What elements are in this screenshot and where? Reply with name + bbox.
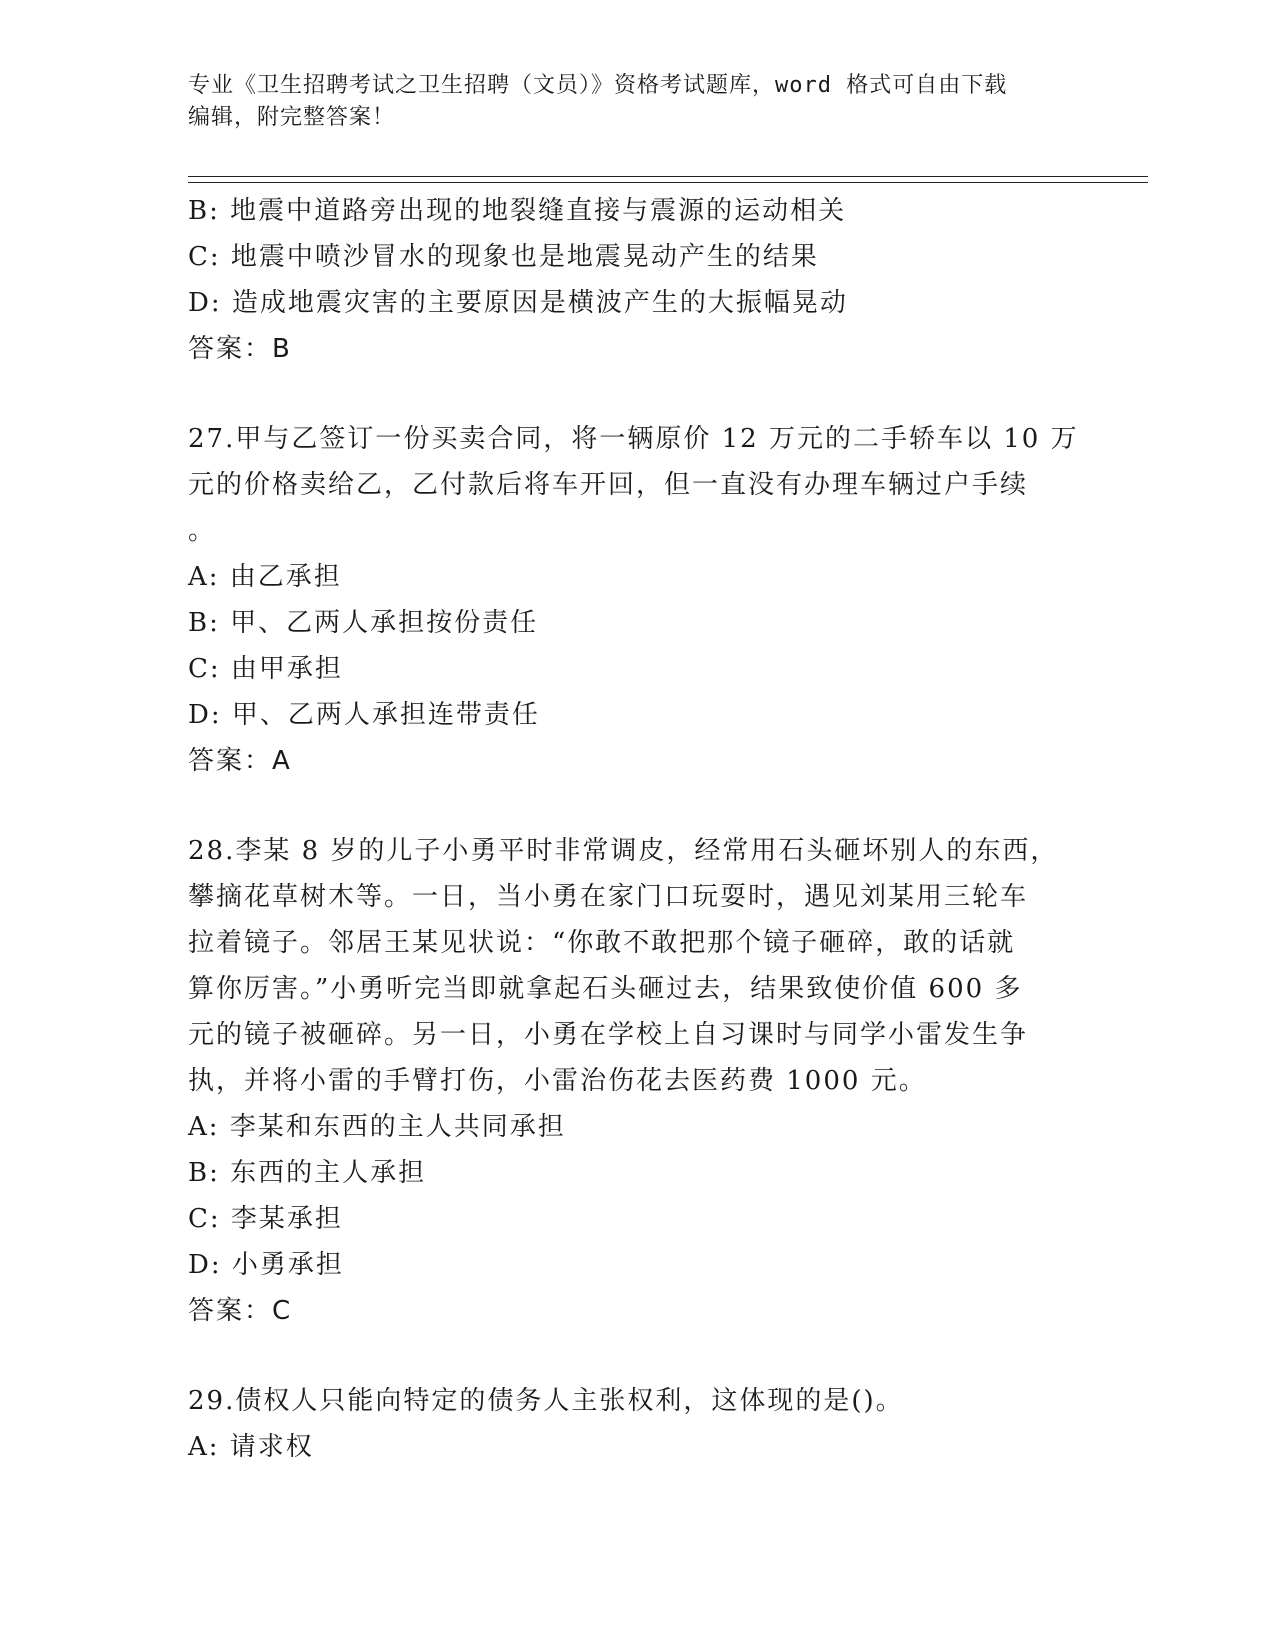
question-29: [188, 1378, 1088, 1470]
question-text-line: 拉着镜子。邻居王某见状说：“你敢不敢把那个镜子砸碎，敢的话就: [188, 928, 1016, 958]
answer-28: 答案：C: [188, 1296, 293, 1326]
option-c: C: 地震中喷沙冒水的现象也是地震晃动产生的结果: [188, 242, 819, 272]
question-28-text: [188, 828, 1088, 1104]
question-text-line: 执，并将小雷的手臂打伤，小雷治伤花去医药费 1000 元。: [188, 1066, 927, 1096]
question-text-line: 。: [188, 516, 217, 546]
question-27-text: [188, 416, 1088, 554]
question-text-line: 攀摘花草树木等。一日，当小勇在家门口玩耍时，遇见刘某用三轮车: [188, 882, 1029, 912]
question-text-line: 28.李某 8 岁的儿子小勇平时非常调皮，经常用石头砸坏别人的东西，: [188, 836, 1059, 866]
question-text-line: 元的价格卖给乙，乙付款后将车开回，但一直没有办理车辆过户手续: [188, 470, 1029, 500]
question-27: [188, 416, 1088, 784]
answer-26: 答案：B: [188, 334, 292, 364]
question-28: [188, 828, 1088, 1334]
header-line-2: 编辑，附完整答案！: [188, 105, 396, 130]
header-line-1: 专业《卫生招聘考试之卫生招聘（文员）》资格考试题库，word 格式可自由下载: [188, 73, 1008, 98]
document-header: [188, 70, 1068, 134]
answer-27: 答案：A: [188, 746, 292, 776]
option-a: A: 请求权: [188, 1432, 314, 1462]
question-text-line: 元的镜子被砸碎。另一日，小勇在学校上自习课时与同学小雷发生争: [188, 1020, 1029, 1050]
question-text-line: 算你厉害。”小勇听完当即就拿起石头砸过去，结果致使价值 600 多: [188, 974, 1023, 1004]
option-d: D: 造成地震灾害的主要原因是横波产生的大振幅晃动: [188, 288, 848, 318]
option-b: B: 地震中道路旁出现的地裂缝直接与震源的运动相关: [188, 196, 847, 226]
question-text-line: 29.债权人只能向特定的债务人主张权利，这体现的是()。: [188, 1386, 904, 1416]
option-c: C: 李某承担: [188, 1204, 343, 1234]
question-29-text: [188, 1378, 1088, 1424]
question-text-line: 27.甲与乙签订一份买卖合同，将一辆原价 12 万元的二手轿车以 10 万: [188, 424, 1079, 454]
option-a: A: 李某和东西的主人共同承担: [188, 1112, 566, 1142]
option-d: D: 甲、乙两人承担连带责任: [188, 700, 540, 730]
document-body: [188, 188, 1088, 1470]
question-26: [188, 188, 1088, 372]
header-rule-top: [188, 176, 1148, 177]
option-b: B: 甲、乙两人承担按份责任: [188, 608, 539, 638]
option-d: D: 小勇承担: [188, 1250, 344, 1280]
option-c: C: 由甲承担: [188, 654, 343, 684]
option-b: B: 东西的主人承担: [188, 1158, 427, 1188]
header-rule-bottom: [188, 182, 1148, 183]
option-a: A: 由乙承担: [188, 562, 342, 592]
